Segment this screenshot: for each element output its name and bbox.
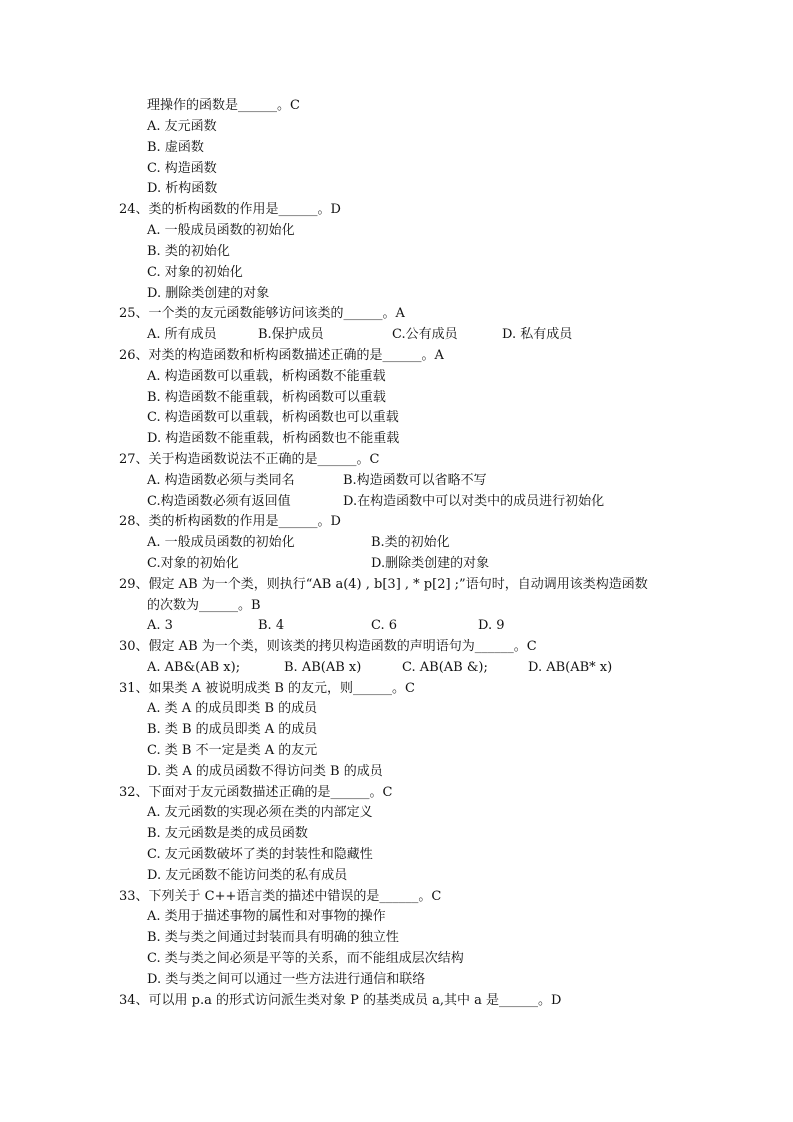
option-d: D. 构造函数不能重载，析构函数也不能重载 [147,431,400,446]
option-d: D. 类 A 的成员函数不得访问类 B 的成员 [147,764,383,779]
option-d: D. 删除类创建的对象 [147,286,270,301]
option-b: B. AB(AB x) [284,660,362,675]
option-a: A. 所有成员 [147,327,217,342]
option-d: D. 私有成员 [502,327,573,342]
option-b: B. 类 B 的成员即类 A 的成员 [147,722,318,737]
option-a: A. 构造函数必须与类同名 [147,473,295,488]
question-29-stem: 29、假定 AB 为一个类，则执行“AB a(4) , b[3] , * p[2] ;”语句时，自动调用该类构造函数 [119,577,648,592]
option-c: C.构造函数必须有返回值 [147,494,291,509]
option-c: C. 构造函数可以重载，析构函数也可以重载 [147,410,399,425]
question-30-stem: 30、假定 AB 为一个类，则该类的拷贝构造函数的声明语句为______。C [119,639,537,654]
question-27-stem: 27、关于构造函数说法不正确的是______。C [119,452,380,467]
option-c: C.对象的初始化 [147,556,239,571]
option-c: C. 6 [371,618,398,633]
option-a: A. 一般成员函数的初始化 [147,535,295,550]
question-34-stem: 34、可以用 p.a 的形式访问派生类对象 P 的基类成员 a,其中 a 是______。D [119,993,562,1008]
question-28-stem: 28、类的析构函数的作用是______。D [119,514,341,529]
question-33-stem: 33、下列关于 C++语言类的描述中错误的是______。C [119,889,442,904]
option-d: D. 9 [478,618,505,633]
question-31-stem: 31、如果类 A 被说明成类 B 的友元，则______。C [119,681,415,696]
option-a: A. 一般成员函数的初始化 [147,223,295,238]
option-b: B. 类的初始化 [147,244,230,259]
option-c: C. 对象的初始化 [147,265,243,280]
option-a: A. 类 A 的成员即类 B 的成员 [147,701,318,716]
option-b: B. 虚函数 [147,140,204,155]
option-d: D.在构造函数中可以对类中的成员进行初始化 [343,494,605,509]
option-b: B. 构造函数不能重载，析构函数可以重载 [147,390,386,405]
option-d: D. 析构函数 [147,181,218,196]
question-26-stem: 26、对类的构造函数和析构函数描述正确的是______。A [119,348,444,363]
option-a: A. 类用于描述事物的属性和对事物的操作 [147,909,386,924]
option-d: D.删除类创建的对象 [371,556,490,571]
option-a: A. 3 [147,618,173,633]
option-b: B.保护成员 [258,327,324,342]
question-stem: 理操作的函数是______。C [147,98,300,113]
option-c: C.公有成员 [392,327,458,342]
option-b: B.构造函数可以省略不写 [343,473,487,488]
question-29-stem-cont: 的次数为______。B [147,598,261,613]
option-c: C. AB(AB &); [402,660,488,675]
option-b: B. 友元函数是类的成员函数 [147,826,308,841]
question-32-stem: 32、下面对于友元函数描述正确的是______。C [119,785,393,800]
option-c: C. 类与类之间必须是平等的关系，而不能组成层次结构 [147,951,464,966]
option-c: C. 构造函数 [147,161,217,176]
option-a: A. 构造函数可以重载，析构函数不能重载 [147,369,386,384]
option-a: A. 友元函数 [147,119,217,134]
option-b: B.类的初始化 [371,535,450,550]
option-b: B. 类与类之间通过封装而具有明确的独立性 [147,930,399,945]
option-d: D. 类与类之间可以通过一些方法进行通信和联络 [147,972,426,987]
question-24-stem: 24、类的析构函数的作用是______。D [119,202,341,217]
option-d: D. 友元函数不能访问类的私有成员 [147,868,348,883]
option-a: A. 友元函数的实现必须在类的内部定义 [147,805,373,820]
option-c: C. 类 B 不一定是类 A 的友元 [147,743,318,758]
question-25-stem: 25、一个类的友元函数能够访问该类的______。A [119,306,405,321]
option-d: D. AB(AB* x) [528,660,613,675]
option-a: A. AB&(AB x); [147,660,241,675]
option-c: C. 友元函数破坏了类的封装性和隐藏性 [147,847,373,862]
option-b: B. 4 [258,618,285,633]
